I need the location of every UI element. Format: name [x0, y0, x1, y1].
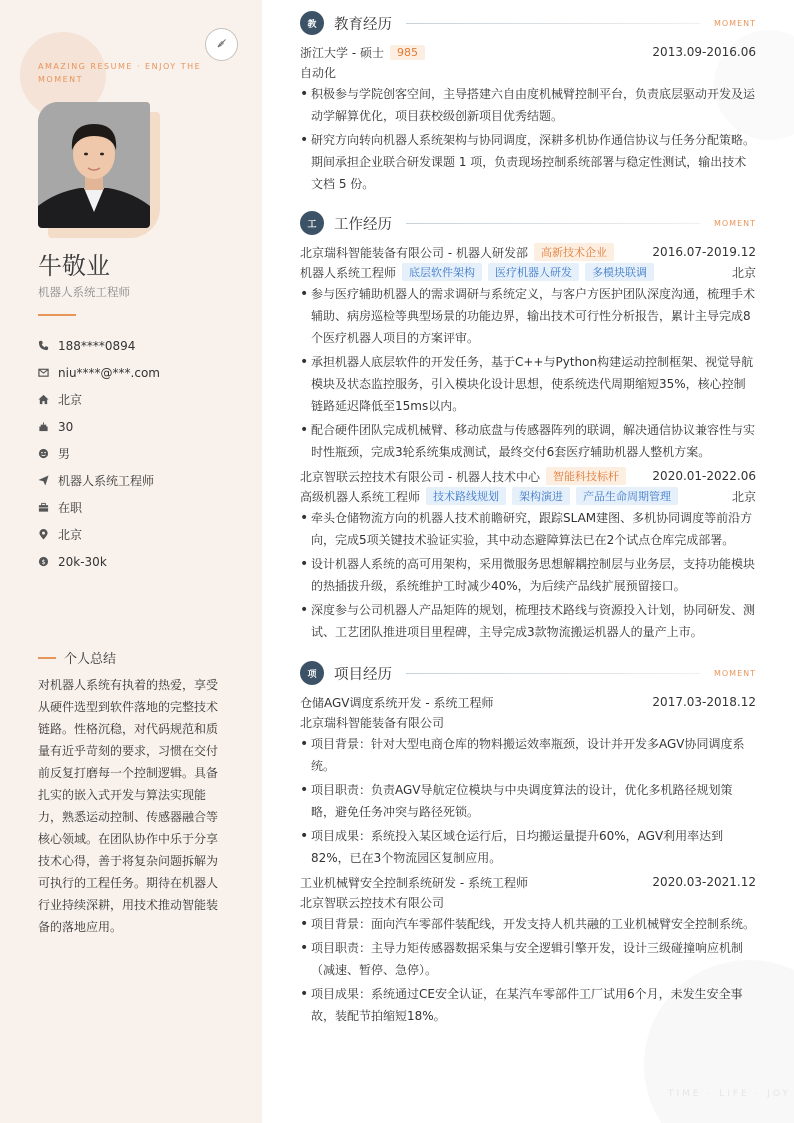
project-date: 2020.03-2021.12: [652, 875, 756, 889]
section-title: 项目经历: [334, 666, 392, 683]
project-entry: [300, 871, 756, 1027]
skill-tag: 医疗机器人研发: [488, 263, 579, 281]
mail-icon: [38, 367, 58, 378]
info-text: 北京: [58, 393, 83, 407]
project-section-header: [300, 661, 756, 685]
info-email: [38, 359, 160, 386]
list-item: • 项目背景：针对大型电商仓库的物料搬运效率瓶颈，设计并开发多AGV协同调度系统。: [300, 736, 745, 773]
list-item: • 参与医疗辅助机器人的需求调研与系统定义，与客户方医护团队深度沟通，梳理手术辅助、病房巡检等典型场景的功能边界，输出技术可行性分析报告，累计主导完成8个医疗机器人项目的方案评审。: [300, 286, 756, 345]
work-city: 北京: [731, 265, 756, 280]
project-company: 北京智联云控技术有限公司: [300, 895, 445, 910]
info-gender: [38, 440, 160, 467]
summary-heading: [38, 648, 116, 667]
list-item: • 项目成果：系统投入某区域仓运行后，日均搬运量提升60%，AGV利用率达到82%，已在3个物流园区复制应用。: [300, 828, 724, 865]
info-text: 20k-30k: [58, 554, 107, 569]
company-tag: 智能科技标杆: [546, 467, 626, 485]
list-item: • 项目成果：系统通过CE安全认证，在某汽车零部件工厂试用6个月，未发生安全事故，装配节拍缩短18%。: [300, 986, 743, 1023]
gender-icon: [38, 448, 58, 459]
info-text: 机器人系统工程师: [58, 474, 155, 488]
accent-divider: [38, 314, 76, 316]
education-major: 自动化: [300, 65, 337, 80]
info-text: 30: [58, 419, 74, 434]
info-target-position: [38, 467, 160, 494]
info-residence: [38, 386, 160, 413]
project-company: 北京瑞科智能装备有限公司: [300, 715, 445, 730]
work-entry: [300, 241, 756, 463]
cake-icon: [38, 421, 58, 432]
info-target-city: [38, 521, 160, 548]
project-name: 仓储AGV调度系统开发 - 系统工程师: [300, 695, 494, 710]
company-name: 北京瑞科智能装备有限公司 - 机器人研发部: [300, 245, 528, 260]
personal-info-list: [38, 332, 160, 575]
role-name: 机器人系统工程师: [300, 265, 397, 280]
section-badge: 教: [300, 11, 324, 35]
company-tag: 高新技术企业: [534, 243, 614, 261]
info-age: [38, 413, 160, 440]
candidate-title: 机器人系统工程师: [38, 285, 130, 299]
project-date: 2017.03-2018.12: [652, 695, 756, 709]
section-moment: MOMENT: [713, 18, 756, 28]
watermark: TIME · LIFE · JOY: [668, 1089, 792, 1099]
section-moment: MOMENT: [713, 218, 756, 228]
phone-icon: [38, 340, 58, 351]
info-text: niu****@***.com: [58, 365, 160, 380]
education-section-header: [300, 11, 756, 35]
education-entry: [300, 41, 756, 195]
pen-icon: [215, 35, 229, 54]
profile-photo-frame: [38, 102, 162, 238]
info-text: 188****0894: [58, 338, 136, 353]
work-section-header: [300, 211, 756, 235]
info-phone: [38, 332, 160, 359]
project-name: 工业机械臂安全控制系统研发 - 系统工程师: [300, 875, 528, 890]
tagline: AMAZING RESUME · ENJOY THE MOMENT: [38, 62, 202, 84]
info-text: 男: [58, 447, 71, 461]
list-item: • 研究方向转向机器人系统架构与协同调度，深耕多机协作通信协议与任务分配策略。期间承担企业联合研发课题 1 项，负责现场控制系统部署与稳定性测试，输出技术文档 5 份。: [300, 132, 756, 191]
section-divider: [406, 23, 700, 24]
list-item: • 项目背景：面向汽车零部件装配线，开发支持人机共融的工业机械臂安全控制系统。: [300, 916, 756, 932]
section-divider: [406, 673, 700, 674]
summary-accent-bar: [38, 657, 56, 659]
role-name: 高级机器人系统工程师: [300, 489, 421, 504]
school-name: 浙江大学 - 硕士: [300, 45, 384, 60]
work-entry: [300, 465, 756, 643]
company-name: 北京智联云控技术有限公司 - 机器人技术中心: [300, 469, 540, 484]
summary-title: 个人总结: [64, 652, 117, 667]
section-badge: 工: [300, 211, 324, 235]
location-icon: [38, 529, 58, 540]
list-item: • 配合硬件团队完成机械臂、移动底盘与传感器阵列的联调，解决通信协议兼容性与实时性瓶颈，完成3轮系统集成测试，最终交付6套医疗辅助机器人整机方案。: [300, 422, 756, 459]
skill-tag: 架构演进: [512, 487, 570, 505]
skill-tag: 产品生命周期管理: [576, 487, 678, 505]
info-salary: [38, 548, 160, 575]
skill-tag: 技术路线规划: [426, 487, 506, 505]
list-item: • 深度参与公司机器人产品矩阵的规划，梳理技术路线与资源投入计划，协同研发、测试、工艺团队推进项目里程碑，主导完成3款物流搬运机器人的量产上市。: [300, 602, 756, 639]
profile-photo: [38, 102, 150, 228]
project-entry: [300, 691, 756, 869]
section-title: 工作经历: [334, 216, 392, 233]
list-item: • 牵头仓储物流方向的机器人技术前瞻研究，跟踪SLAM建图、多机协同调度等前沿方向，完成5项关键技术验证实验，其中动态避障算法已在2个试点仓库完成部署。: [300, 510, 753, 547]
school-tag: 985: [390, 45, 425, 60]
list-item: • 设计机器人系统的高可用架构，采用微服务思想解耦控制层与业务层，支持功能模块的热插拔升级，系统维护工时减少40%，为后续产品线扩展预留接口。: [300, 556, 756, 593]
section-moment: MOMENT: [713, 668, 756, 678]
work-city: 北京: [731, 489, 756, 504]
candidate-name: 牛敬业: [38, 252, 110, 280]
section-badge: 项: [300, 661, 324, 685]
send-icon: [38, 475, 58, 486]
section-title: 教育经历: [334, 16, 392, 33]
resume-badge: [205, 28, 238, 61]
list-item: • 项目职责：负责AGV导航定位模块与中央调度算法的设计，优化多机路径规划策略，避免任务冲突与路径死锁。: [300, 782, 733, 819]
section-divider: [406, 223, 700, 224]
list-item: • 积极参与学院创客空间，主导搭建六自由度机械臂控制平台，负责底层驱动开发及运动学解算优化，项目获校级创新项目优秀结题。: [300, 86, 756, 123]
education-date: 2013.09-2016.06: [652, 45, 756, 59]
info-text: 北京: [58, 528, 83, 542]
skill-tag: 多模块联调: [585, 263, 654, 281]
list-item: • 项目职责：主导力矩传感器数据采集与安全逻辑引擎开发，设计三级碰撞响应机制（减速、暂停、急停）。: [300, 940, 744, 977]
home-icon: [38, 394, 58, 405]
info-text: 在职: [58, 501, 83, 515]
list-item: • 承担机器人底层软件的开发任务，基于C++与Python构建运动控制框架、视觉导航模块及状态监控服务，引入模块化设计思想，使系统迭代周期缩短35%，核心控制链路延迟降低至15ms以内。: [300, 354, 754, 413]
svg-text:$: $: [41, 557, 46, 566]
work-date: 2016.07-2019.12: [652, 245, 756, 259]
salary-icon: [38, 556, 58, 567]
info-status: [38, 494, 160, 521]
briefcase-icon: [38, 502, 58, 513]
work-date: 2020.01-2022.06: [652, 469, 756, 483]
summary-text: 对机器人系统有执着的热爱，享受从硬件选型到软件落地的完整技术链路。性格沉稳，对代码规范和质量有近乎苛刻的要求，习惯在交付前反复打磨每一个控制逻辑。具备扎实的嵌入式开发与算法实现能力，熟悉运动控制、传感器融合等核心领域。在团队协作中乐于分享技术心得，善于将复杂问题拆解为可执行的工程任务。期待在机器人行业持续深耕，用技术推动智能装备的落地应用。: [38, 678, 219, 934]
sidebar: [0, 0, 262, 1123]
skill-tag: 底层软件架构: [402, 263, 482, 281]
